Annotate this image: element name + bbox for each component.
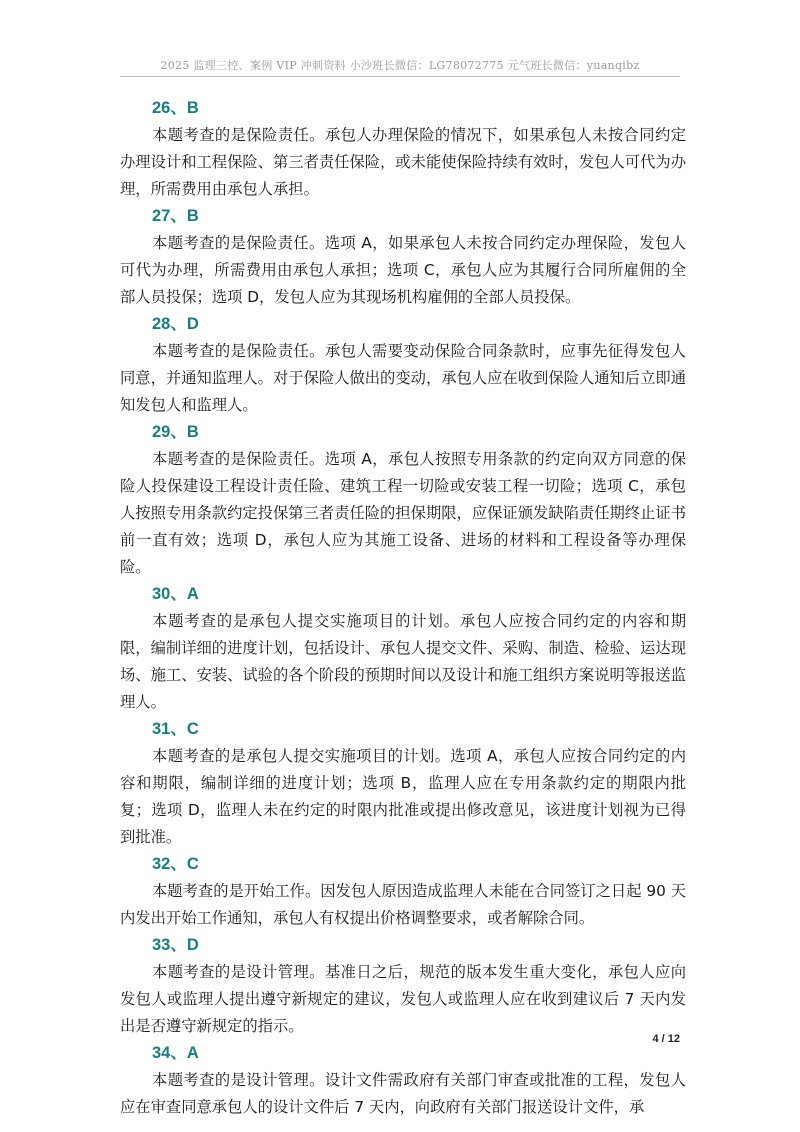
answer-item-29 bbox=[120, 419, 686, 581]
answer-key: 30、A bbox=[152, 585, 199, 603]
answer-item-30 bbox=[120, 581, 686, 716]
answer-item-28 bbox=[120, 311, 686, 419]
answer-item-31 bbox=[120, 716, 686, 851]
answer-item-34 bbox=[120, 1040, 686, 1121]
answer-list bbox=[120, 95, 686, 1121]
answer-key: 33、D bbox=[152, 936, 199, 954]
answer-key: 34、A bbox=[152, 1044, 199, 1062]
page-header: 2025 监理三控、案例 VIP 冲刺资料 小沙班长微信：LG78072775 元气班长微信：yuanqibz bbox=[160, 59, 640, 72]
header-divider bbox=[120, 76, 680, 77]
answer-key: 32、C bbox=[152, 855, 199, 873]
answer-explanation: 本题考查的是保险责任。选项 A，承包人按照专用条款的约定向双方同意的保险人投保建设工程设计责任险、建筑工程一切险或安装工程一切险；选项 C，承包人按照专用条款约定投保第三者责任险的担保期限，应保证颁发缺陷责任期终止证书前一直有效；选项 D，承包人应为其施工设备、进场的材料和工程设备等办理保险。 bbox=[120, 450, 686, 576]
answer-explanation: 本题考查的是保险责任。选项 A，如果承包人未按合同约定办理保险，发包人可代为办理，所需费用由承包人承担；选项 C，承包人应为其履行合同所雇佣的全部人员投保；选项 D，发包人应为其现场机构雇佣的全部人员投保。 bbox=[120, 234, 686, 306]
answer-explanation: 本题考查的是设计管理。设计文件需政府有关部门审查或批准的工程，发包人应在审查同意承包人的设计文件后 7 天内，向政府有关部门报送设计文件，承 bbox=[120, 1071, 686, 1116]
answer-explanation: 本题考查的是设计管理。基准日之后，规范的版本发生重大变化，承包人应向发包人或监理人提出遵守新规定的建议，发包人或监理人应在收到建议后 7 天内发出是否遵守新规定的指示。 bbox=[120, 963, 686, 1035]
answer-item-27 bbox=[120, 203, 686, 311]
answer-key: 31、C bbox=[152, 720, 199, 738]
answer-explanation: 本题考查的是承包人提交实施项目的计划。承包人应按合同约定的内容和期限，编制详细的进度计划，包括设计、承包人提交文件、采购、制造、检验、运达现场、施工、安装、试验的各个阶段的预期时间以及设计和施工组织方案说明等报送监理人。 bbox=[120, 612, 686, 711]
answer-key: 28、D bbox=[152, 315, 199, 333]
answer-explanation: 本题考查的是保险责任。承包人办理保险的情况下，如果承包人未按合同约定办理设计和工程保险、第三者责任保险，或未能使保险持续有效时，发包人可代为办理，所需费用由承包人承担。 bbox=[120, 126, 686, 198]
answer-item-33 bbox=[120, 932, 686, 1040]
answer-item-32 bbox=[120, 851, 686, 932]
answer-item-26 bbox=[120, 95, 686, 203]
answer-key: 27、B bbox=[152, 207, 199, 225]
answer-explanation: 本题考查的是承包人提交实施项目的计划。选项 A，承包人应按合同约定的内容和期限，编制详细的进度计划；选项 B，监理人应在专用条款约定的期限内批复；选项 D，监理人未在约定的时限内批准或提出修改意见，该进度计划视为已得到批准。 bbox=[120, 747, 686, 846]
answer-explanation: 本题考查的是保险责任。承包人需要变动保险合同条款时，应事先征得发包人同意，并通知监理人。对于保险人做出的变动，承包人应在收到保险人通知后立即通知发包人和监理人。 bbox=[120, 342, 686, 414]
answer-explanation: 本题考查的是开始工作。因发包人原因造成监理人未能在合同签订之日起 90 天内发出开始工作通知，承包人有权提出价格调整要求，或者解除合同。 bbox=[120, 882, 686, 927]
answer-key: 26、B bbox=[152, 99, 199, 117]
page-number: 4 / 12 bbox=[652, 1033, 680, 1045]
answer-key: 29、B bbox=[152, 423, 199, 441]
